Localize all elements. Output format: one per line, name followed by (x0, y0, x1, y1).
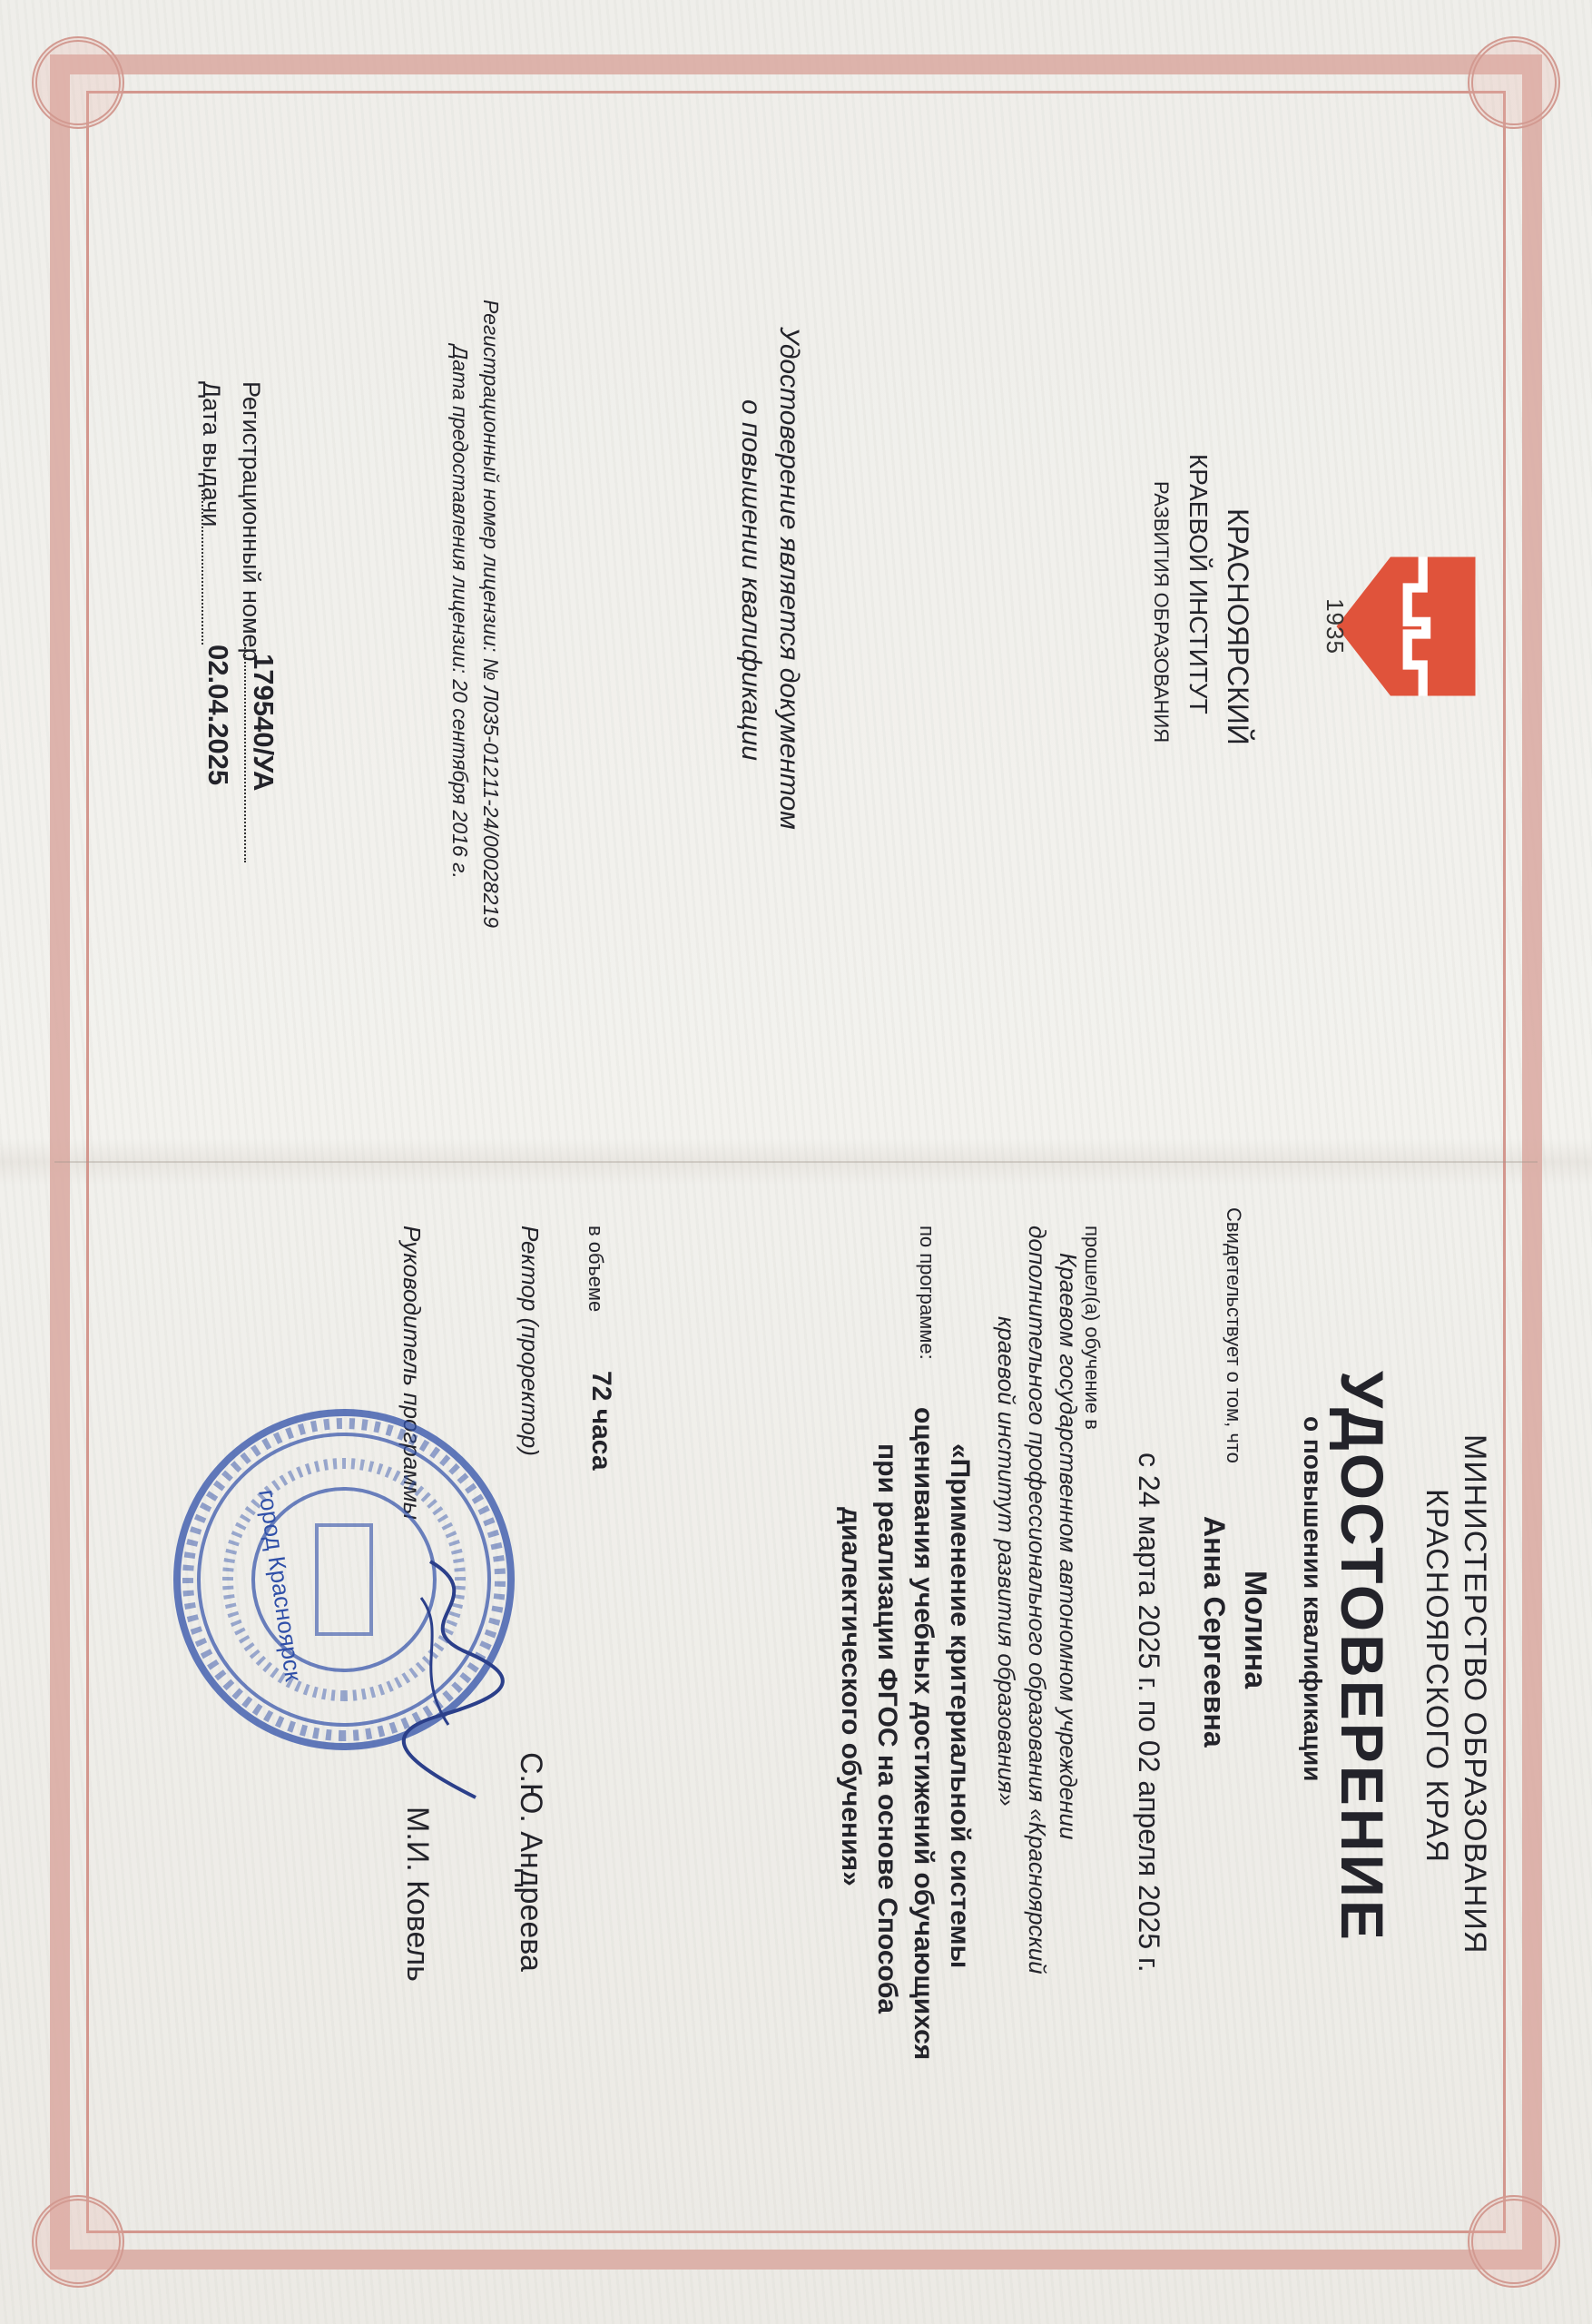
ministry-line-2: КРАСНОЯРСКОГО КРАЯ (1420, 1489, 1454, 1864)
corner-ornament-icon (1468, 36, 1560, 129)
program-title-line-1: «Применение критериальной системы (945, 1443, 975, 1969)
rector-name: С.Ю. Андреева (514, 1752, 548, 1972)
corner-ornament-icon (32, 2195, 124, 2288)
program-title-line-3: при реализации ФГОС на основе Способа (872, 1443, 902, 2014)
certificate-title: УДОСТОВЕРЕНИЕ (1329, 1371, 1396, 1943)
institute-name-line-2: КРАЕВОЙ ИНСТИТУТ (1184, 454, 1213, 714)
organization-line-1: Краевом государственном автономном учреждении (1055, 1253, 1082, 1840)
certifies-label: Свидетельствует о том, что (1223, 1207, 1245, 1463)
program-title-line-2: оценивания учебных достижений обучающихся (909, 1407, 938, 2061)
certificate-subtitle: о повышении квалификации (1299, 1416, 1327, 1782)
institute-name-line-1: КРАСНОЯРСКИЙ (1222, 508, 1254, 745)
page-fold (54, 1161, 1538, 1163)
corner-ornament-icon (1468, 2195, 1560, 2288)
training-period: с 24 марта 2025 г. по 02 апреля 2025 г. (1133, 1452, 1165, 1973)
recipient-given-names: Анна Сергеевна (1198, 1516, 1231, 1748)
program-title-line-4: диалектического обучения» (836, 1507, 866, 1886)
registration-number: 179540/УА (248, 654, 280, 792)
document-note-line-1: Удостоверение является документом (774, 327, 804, 830)
organization-line-2: дополнительного профессионального образования «Красноярский (1024, 1226, 1051, 1974)
institute-name-line-3: РАЗВИТИЯ ОБРАЗОВАНИЯ (1150, 481, 1173, 743)
issue-date-label: Дата выдачи (198, 381, 225, 527)
logo-year: 1935 (1322, 598, 1349, 655)
license-number: Регистрационный номер лицензии: № Л035-01211-24/00028219 (479, 300, 503, 929)
issue-date-dotted-line (201, 490, 203, 645)
institute-logo-icon (1329, 549, 1483, 704)
license-date: Дата предоставления лицензии: 20 сентября 2016 г. (448, 345, 472, 879)
ministry-line-1: МИНИСТЕРСТВО ОБРАЗОВАНИЯ (1458, 1434, 1492, 1955)
stamp-city: город Красноярск (253, 1487, 308, 1683)
passed-training-label: прошел(а) обучение в (1081, 1226, 1104, 1430)
organization-line-3: краевой институт развития образования» (993, 1316, 1020, 1807)
document-note-line-2: о повышении квалификации (736, 399, 766, 761)
issue-date: 02.04.2025 (202, 645, 234, 786)
program-head-name: М.И. Ковель (400, 1807, 435, 1982)
program-label: по программе: (916, 1226, 938, 1360)
registration-dotted-line (244, 645, 246, 862)
signature-icon (385, 1543, 530, 1816)
volume-label: в объеме (585, 1226, 607, 1313)
program-head-label: Руководитель программы (398, 1226, 426, 1520)
volume-hours: 72 часа (586, 1371, 616, 1471)
registration-label: Регистрационный номер (238, 381, 265, 662)
recipient-surname: Молина (1238, 1571, 1273, 1689)
corner-ornament-icon (32, 36, 124, 129)
rector-label: Ректор (проректор) (516, 1226, 544, 1456)
